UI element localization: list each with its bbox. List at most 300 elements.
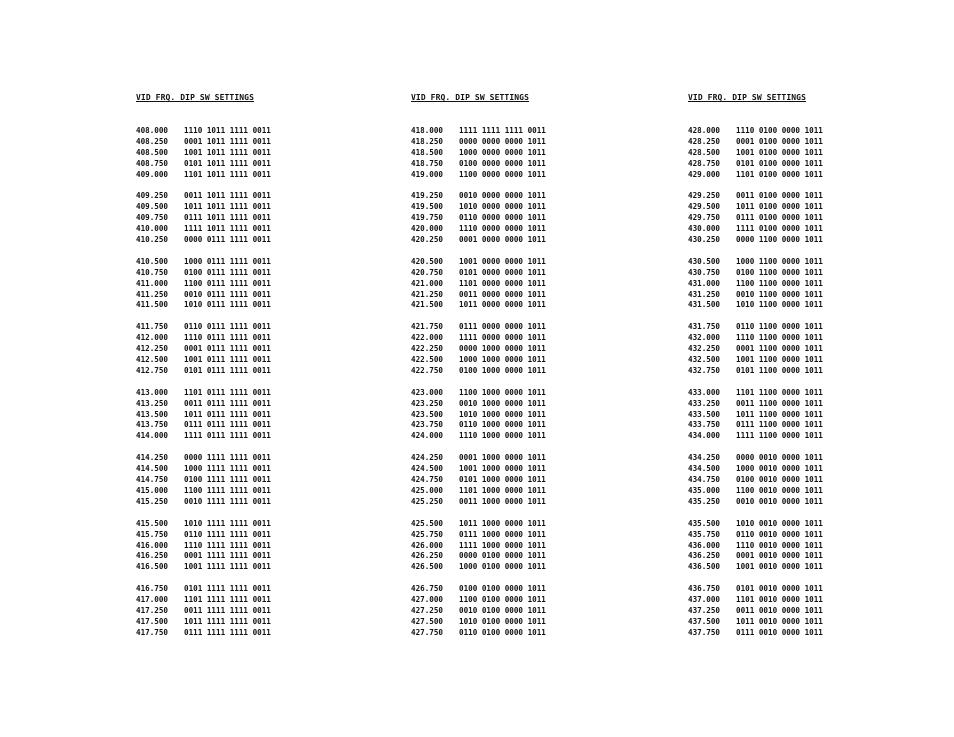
dip-switch-setting: 1000 0000 0000 1011 (459, 147, 546, 157)
frequency-value: 432.750 (688, 365, 721, 375)
frequency-value: 435.750 (688, 529, 721, 539)
dip-switch-setting: 1111 1111 1111 0011 (459, 126, 546, 135)
table-row (688, 519, 928, 530)
frequency-value: 435.250 (688, 496, 721, 506)
dip-switch-setting: 1100 1000 0000 1011 (459, 387, 546, 397)
frequency-value: 431.000 (688, 278, 721, 288)
frequency-value: 427.750 (411, 627, 444, 637)
table-row (136, 257, 376, 268)
frequency-value: 419.000 (411, 169, 444, 179)
frequency-value: 434.250 (688, 453, 721, 463)
frequency-value: 432.250 (688, 344, 721, 354)
table-row (136, 497, 376, 508)
frequency-value: 428.000 (688, 126, 721, 135)
dip-switch-setting: 0011 0111 1111 0011 (184, 398, 271, 408)
frequency-value: 428.250 (688, 136, 721, 146)
table-row (688, 399, 928, 410)
table-row (411, 224, 651, 235)
frequency-value: 416.500 (136, 562, 169, 572)
frequency-value: 433.750 (688, 420, 721, 430)
table-row (688, 235, 928, 246)
table-row (688, 268, 928, 279)
row-group (688, 322, 928, 376)
table-row (411, 159, 651, 170)
frequency-value: 410.000 (136, 224, 169, 234)
frequency-value: 418.750 (411, 158, 444, 168)
table-row (688, 170, 928, 181)
row-group (411, 519, 651, 573)
dip-switch-setting: 1010 0111 1111 0011 (184, 300, 271, 310)
frequency-value: 410.250 (136, 235, 169, 245)
table-row (411, 344, 651, 355)
table-row (688, 224, 928, 235)
dip-switch-setting: 1101 1111 1111 0011 (184, 595, 271, 605)
dip-switch-setting: 1000 1000 0000 1011 (459, 355, 546, 365)
table-row (411, 268, 651, 279)
frequency-value: 428.750 (688, 158, 721, 168)
dip-switch-setting: 1010 0100 0000 1011 (459, 616, 546, 626)
frequency-value: 419.500 (411, 202, 444, 212)
dip-switch-setting: 0110 0000 0000 1011 (459, 213, 546, 223)
frequency-value: 423.250 (411, 398, 444, 408)
dip-switch-setting: 1010 0000 0000 1011 (459, 202, 546, 212)
frequency-value: 417.250 (136, 605, 169, 615)
table-row (411, 191, 651, 202)
table-row (136, 355, 376, 366)
table-row (411, 202, 651, 213)
frequency-value: 409.500 (136, 202, 169, 212)
table-row (688, 410, 928, 421)
frequency-value: 420.500 (411, 256, 444, 266)
dip-switch-setting: 1110 0010 0000 1011 (736, 540, 823, 550)
dip-switch-setting: 0001 1111 1111 0011 (184, 551, 271, 561)
table-row (688, 137, 928, 148)
frequency-value: 427.500 (411, 616, 444, 626)
frequency-column-3 (688, 92, 928, 650)
dip-switch-setting: 0011 0100 0000 1011 (736, 191, 823, 201)
column-header: VID FRQ. DIP SW SETTINGS (136, 93, 254, 102)
table-row (411, 551, 651, 562)
dip-switch-setting: 0001 0100 0000 1011 (736, 136, 823, 146)
table-row (688, 126, 928, 137)
row-group (688, 191, 928, 245)
dip-switch-setting: 1110 0111 1111 0011 (184, 333, 271, 343)
frequency-value: 409.000 (136, 169, 169, 179)
frequency-value: 422.750 (411, 365, 444, 375)
frequency-value: 415.750 (136, 529, 169, 539)
dip-switch-setting: 0010 1111 1111 0011 (184, 496, 271, 506)
row-group (688, 126, 928, 180)
row-group (411, 388, 651, 442)
table-row (688, 475, 928, 486)
dip-switch-setting: 1101 1011 1111 0011 (184, 169, 271, 179)
dip-switch-setting: 1100 0100 0000 1011 (459, 595, 546, 605)
frequency-value: 418.000 (411, 126, 444, 135)
dip-switch-setting: 0001 1000 0000 1011 (459, 453, 546, 463)
table-row (411, 464, 651, 475)
table-row (411, 137, 651, 148)
dip-switch-setting: 1000 0100 0000 1011 (459, 562, 546, 572)
dip-switch-setting: 0011 0000 0000 1011 (459, 289, 546, 299)
table-row (411, 420, 651, 431)
dip-switch-setting: 0111 1100 0000 1011 (736, 420, 823, 430)
dip-switch-setting: 0010 1100 0000 1011 (736, 289, 823, 299)
dip-switch-setting: 0011 1000 0000 1011 (459, 496, 546, 506)
table-row (688, 366, 928, 377)
frequency-value: 429.250 (688, 191, 721, 201)
dip-switch-setting: 1011 0100 0000 1011 (736, 202, 823, 212)
frequency-value: 427.250 (411, 605, 444, 615)
table-row (411, 475, 651, 486)
table-row (411, 148, 651, 159)
dip-switch-setting: 0000 0100 0000 1011 (459, 551, 546, 561)
column-header: VID FRQ. DIP SW SETTINGS (688, 93, 806, 102)
dip-switch-setting: 0110 0111 1111 0011 (184, 322, 271, 332)
dip-switch-setting: 1100 1100 0000 1011 (736, 278, 823, 288)
dip-switch-setting: 1011 0111 1111 0011 (184, 409, 271, 419)
frequency-value: 431.750 (688, 322, 721, 332)
dip-switch-setting: 0001 0111 1111 0011 (184, 344, 271, 354)
dip-switch-setting: 1100 0010 0000 1011 (736, 485, 823, 495)
dip-switch-setting: 1110 0100 0000 1011 (736, 126, 823, 135)
frequency-value: 432.500 (688, 355, 721, 365)
dip-switch-setting: 0000 1111 1111 0011 (184, 453, 271, 463)
frequency-value: 421.250 (411, 289, 444, 299)
dip-switch-setting: 0101 0100 0000 1011 (736, 158, 823, 168)
table-row (411, 595, 651, 606)
frequency-value: 416.750 (136, 584, 169, 594)
frequency-value: 421.750 (411, 322, 444, 332)
row-group (136, 191, 376, 245)
dip-switch-setting: 1111 1000 0000 1011 (459, 540, 546, 550)
frequency-value: 435.000 (688, 485, 721, 495)
dip-switch-setting: 1001 0000 0000 1011 (459, 256, 546, 266)
table-row (136, 584, 376, 595)
table-row (411, 541, 651, 552)
table-row (411, 366, 651, 377)
frequency-value: 433.250 (688, 398, 721, 408)
frequency-value: 408.500 (136, 147, 169, 157)
dip-switch-setting: 1111 0000 0000 1011 (459, 333, 546, 343)
dip-switch-setting: 1011 1011 1111 0011 (184, 202, 271, 212)
column-body (136, 126, 376, 639)
dip-switch-setting: 0100 0000 0000 1011 (459, 158, 546, 168)
dip-switch-setting: 1101 1100 0000 1011 (736, 387, 823, 397)
frequency-value: 416.000 (136, 540, 169, 550)
frequency-column-1 (136, 92, 376, 650)
dip-switch-setting: 0111 1111 1111 0011 (184, 627, 271, 637)
table-row (411, 628, 651, 639)
table-row (688, 257, 928, 268)
dip-switch-setting: 1100 0111 1111 0011 (184, 278, 271, 288)
table-row (136, 464, 376, 475)
frequency-value: 430.500 (688, 256, 721, 266)
dip-switch-setting: 0110 1100 0000 1011 (736, 322, 823, 332)
dip-switch-setting: 0101 1011 1111 0011 (184, 158, 271, 168)
table-row (688, 497, 928, 508)
frequency-value: 417.500 (136, 616, 169, 626)
table-row (136, 420, 376, 431)
table-row (136, 453, 376, 464)
dip-switch-setting: 0011 1100 0000 1011 (736, 398, 823, 408)
table-row (688, 562, 928, 573)
table-row (411, 126, 651, 137)
frequency-value: 422.250 (411, 344, 444, 354)
dip-switch-setting: 1010 0010 0000 1011 (736, 518, 823, 528)
table-row (136, 322, 376, 333)
dip-switch-setting: 1111 1100 0000 1011 (736, 431, 823, 441)
frequency-value: 421.000 (411, 278, 444, 288)
table-row (411, 235, 651, 246)
frequency-value: 411.750 (136, 322, 169, 332)
dip-switch-setting: 1100 0000 0000 1011 (459, 169, 546, 179)
table-row (688, 355, 928, 366)
table-row (411, 497, 651, 508)
dip-switch-setting: 1010 1111 1111 0011 (184, 518, 271, 528)
table-row (688, 617, 928, 628)
dip-switch-setting: 0110 0100 0000 1011 (459, 627, 546, 637)
dip-switch-setting: 0100 1100 0000 1011 (736, 267, 823, 277)
row-group (688, 257, 928, 311)
dip-switch-setting: 1011 1100 0000 1011 (736, 409, 823, 419)
frequency-value: 425.500 (411, 518, 444, 528)
dip-switch-setting: 0001 0010 0000 1011 (736, 551, 823, 561)
row-group (688, 519, 928, 573)
table-row (136, 606, 376, 617)
frequency-value: 412.500 (136, 355, 169, 365)
frequency-value: 432.000 (688, 333, 721, 343)
table-row (136, 562, 376, 573)
row-group (411, 126, 651, 180)
table-row (136, 148, 376, 159)
frequency-value: 410.500 (136, 256, 169, 266)
table-row (411, 431, 651, 442)
dip-switch-setting: 0101 1000 0000 1011 (459, 475, 546, 485)
frequency-value: 409.750 (136, 213, 169, 223)
table-row (688, 388, 928, 399)
table-row (411, 300, 651, 311)
frequency-value: 419.750 (411, 213, 444, 223)
frequency-value: 433.000 (688, 387, 721, 397)
frequency-value: 423.500 (411, 409, 444, 419)
dip-switch-setting: 0001 0000 0000 1011 (459, 235, 546, 245)
table-row (136, 399, 376, 410)
dip-switch-setting: 0101 0000 0000 1011 (459, 267, 546, 277)
table-row (688, 213, 928, 224)
dip-switch-setting: 1101 0111 1111 0011 (184, 387, 271, 397)
dip-switch-setting: 1010 1000 0000 1011 (459, 409, 546, 419)
frequency-value: 422.000 (411, 333, 444, 343)
frequency-value: 426.000 (411, 540, 444, 550)
dip-switch-setting: 0010 0010 0000 1011 (736, 496, 823, 506)
table-row (688, 322, 928, 333)
frequency-value: 409.250 (136, 191, 169, 201)
dip-switch-setting: 0110 0010 0000 1011 (736, 529, 823, 539)
dip-switch-setting: 1001 1000 0000 1011 (459, 464, 546, 474)
table-row (688, 202, 928, 213)
dip-switch-setting: 0111 1000 0000 1011 (459, 529, 546, 539)
frequency-value: 411.000 (136, 278, 169, 288)
dip-switch-setting: 1111 1011 1111 0011 (184, 224, 271, 234)
table-row (136, 388, 376, 399)
frequency-column-2 (411, 92, 651, 650)
table-row (688, 148, 928, 159)
table-row (411, 170, 651, 181)
row-group (136, 519, 376, 573)
dip-switch-setting: 1101 0100 0000 1011 (736, 169, 823, 179)
dip-switch-setting: 0010 0000 0000 1011 (459, 191, 546, 201)
frequency-value: 430.000 (688, 224, 721, 234)
dip-switch-setting: 0100 1111 1111 0011 (184, 475, 271, 485)
row-group (411, 322, 651, 376)
table-row (136, 486, 376, 497)
table-row (136, 268, 376, 279)
frequency-value: 434.750 (688, 475, 721, 485)
dip-switch-setting: 1101 1000 0000 1011 (459, 485, 546, 495)
table-row (688, 541, 928, 552)
dip-switch-setting: 0111 0010 0000 1011 (736, 627, 823, 637)
table-row (688, 606, 928, 617)
dip-switch-setting: 1010 1100 0000 1011 (736, 300, 823, 310)
table-row (688, 595, 928, 606)
dip-switch-setting: 0001 1011 1111 0011 (184, 136, 271, 146)
table-row (136, 344, 376, 355)
table-row (136, 333, 376, 344)
frequency-value: 437.000 (688, 595, 721, 605)
table-row (688, 464, 928, 475)
dip-switch-setting: 1000 1111 1111 0011 (184, 464, 271, 474)
dip-switch-setting: 0101 0111 1111 0011 (184, 365, 271, 375)
dip-switch-setting: 0001 1100 0000 1011 (736, 344, 823, 354)
frequency-value: 412.000 (136, 333, 169, 343)
frequency-value: 421.500 (411, 300, 444, 310)
table-row (136, 551, 376, 562)
table-row (411, 279, 651, 290)
dip-switch-setting: 1001 1100 0000 1011 (736, 355, 823, 365)
table-row (136, 541, 376, 552)
table-row (411, 519, 651, 530)
table-row (411, 617, 651, 628)
frequency-value: 410.750 (136, 267, 169, 277)
table-row (411, 388, 651, 399)
table-row (688, 191, 928, 202)
dip-switch-setting: 0110 1111 1111 0011 (184, 529, 271, 539)
table-row (136, 170, 376, 181)
frequency-value: 425.000 (411, 485, 444, 495)
frequency-value: 415.250 (136, 496, 169, 506)
dip-switch-setting: 0111 1011 1111 0011 (184, 213, 271, 223)
column-header: VID FRQ. DIP SW SETTINGS (411, 93, 529, 102)
table-row (136, 595, 376, 606)
frequency-value: 411.500 (136, 300, 169, 310)
table-row (136, 235, 376, 246)
table-row (688, 486, 928, 497)
dip-switch-setting: 1101 0000 0000 1011 (459, 278, 546, 288)
dip-switch-setting: 1000 0010 0000 1011 (736, 464, 823, 474)
dip-switch-setting: 1100 1111 1111 0011 (184, 485, 271, 495)
dip-switch-setting: 1011 1111 1111 0011 (184, 616, 271, 626)
table-row (688, 551, 928, 562)
frequency-value: 414.750 (136, 475, 169, 485)
table-row (688, 584, 928, 595)
dip-switch-setting: 0101 1100 0000 1011 (736, 365, 823, 375)
frequency-value: 429.500 (688, 202, 721, 212)
dip-switch-setting: 0010 1000 0000 1011 (459, 398, 546, 408)
frequency-value: 431.500 (688, 300, 721, 310)
frequency-value: 436.000 (688, 540, 721, 550)
frequency-value: 437.500 (688, 616, 721, 626)
frequency-value: 420.000 (411, 224, 444, 234)
frequency-value: 414.000 (136, 431, 169, 441)
table-row (136, 300, 376, 311)
frequency-value: 416.250 (136, 551, 169, 561)
table-row (136, 475, 376, 486)
frequency-value: 428.500 (688, 147, 721, 157)
table-row (688, 530, 928, 541)
table-row (411, 333, 651, 344)
dip-switch-setting: 1001 0010 0000 1011 (736, 562, 823, 572)
frequency-value: 426.750 (411, 584, 444, 594)
frequency-value: 425.250 (411, 496, 444, 506)
table-row (688, 279, 928, 290)
frequency-value: 408.000 (136, 126, 169, 135)
frequency-value: 412.250 (136, 344, 169, 354)
row-group (136, 126, 376, 180)
frequency-value: 411.250 (136, 289, 169, 299)
frequency-value: 423.750 (411, 420, 444, 430)
frequency-value: 413.750 (136, 420, 169, 430)
row-group (688, 584, 928, 638)
table-row (411, 530, 651, 541)
frequency-value: 417.000 (136, 595, 169, 605)
frequency-value: 417.750 (136, 627, 169, 637)
table-row (136, 366, 376, 377)
dip-switch-setting: 1110 1000 0000 1011 (459, 431, 546, 441)
dip-switch-setting: 1111 0111 1111 0011 (184, 431, 271, 441)
dip-switch-setting: 0111 0100 0000 1011 (736, 213, 823, 223)
table-row (136, 628, 376, 639)
dip-switch-setting: 0000 1100 0000 1011 (736, 235, 823, 245)
frequency-value: 429.000 (688, 169, 721, 179)
frequency-value: 434.500 (688, 464, 721, 474)
table-row (411, 290, 651, 301)
frequency-value: 420.750 (411, 267, 444, 277)
column-body (411, 126, 651, 639)
row-group (136, 388, 376, 442)
dip-switch-setting: 0101 1111 1111 0011 (184, 584, 271, 594)
frequency-value: 424.500 (411, 464, 444, 474)
table-row (688, 333, 928, 344)
table-row (411, 213, 651, 224)
dip-switch-setting: 0000 0010 0000 1011 (736, 453, 823, 463)
frequency-value: 408.250 (136, 136, 169, 146)
dip-switch-setting: 0100 0100 0000 1011 (459, 584, 546, 594)
dip-switch-setting: 1000 1100 0000 1011 (736, 256, 823, 266)
frequency-value: 424.000 (411, 431, 444, 441)
dip-switch-setting: 1001 1011 1111 0011 (184, 147, 271, 157)
dip-switch-setting: 1111 0100 0000 1011 (736, 224, 823, 234)
frequency-value: 426.500 (411, 562, 444, 572)
frequency-value: 436.500 (688, 562, 721, 572)
dip-switch-setting: 1001 1111 1111 0011 (184, 562, 271, 572)
frequency-value: 425.750 (411, 529, 444, 539)
row-group (136, 584, 376, 638)
table-row (136, 126, 376, 137)
dip-switch-setting: 0110 1000 0000 1011 (459, 420, 546, 430)
table-row (411, 257, 651, 268)
frequency-value: 424.250 (411, 453, 444, 463)
dip-switch-setting: 0010 0111 1111 0011 (184, 289, 271, 299)
